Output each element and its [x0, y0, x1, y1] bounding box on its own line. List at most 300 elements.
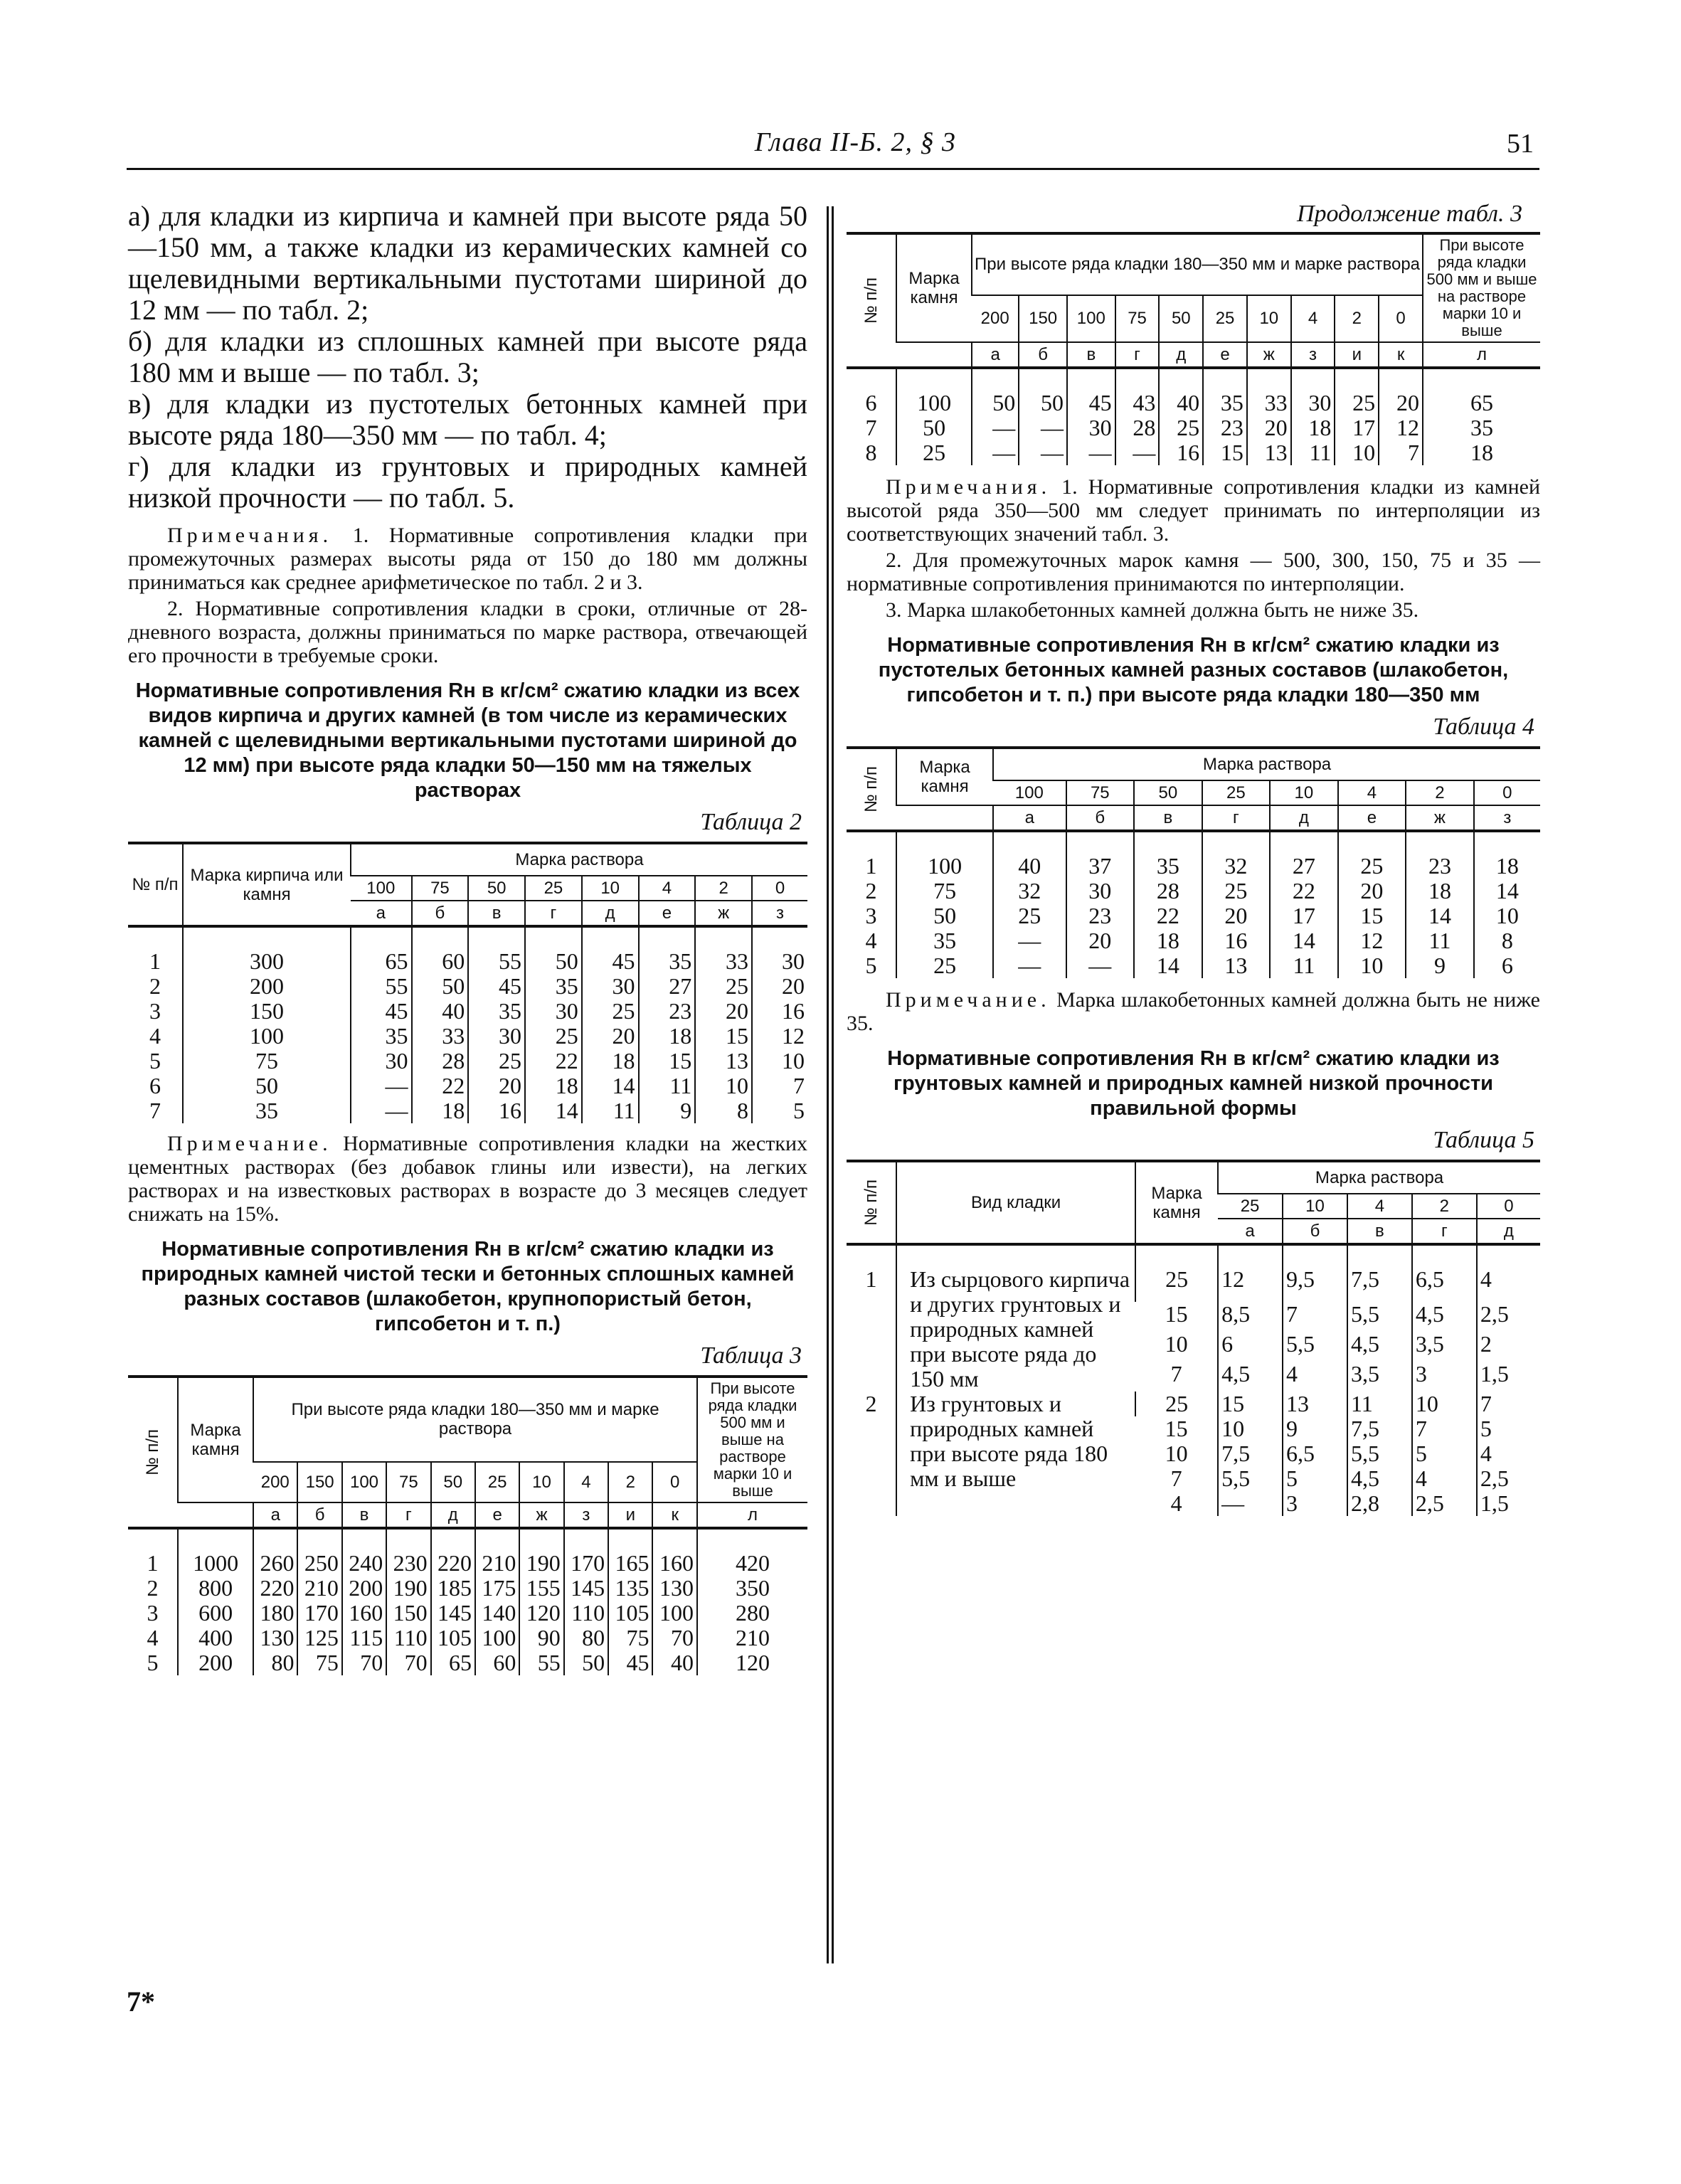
table-cell: 10 [695, 1074, 752, 1098]
col-header-number: № п/п [128, 843, 183, 926]
table-cell: 175 [475, 1576, 519, 1601]
table-cell: 33 [695, 926, 752, 974]
left-column [128, 201, 807, 1675]
table-row [128, 1601, 807, 1626]
mortar-grade-header: 25 [525, 876, 582, 901]
col-header-number: № п/п [847, 1161, 896, 1244]
table-cell: 200 [183, 974, 351, 999]
table-cell: 80 [564, 1626, 608, 1650]
table-cell: 25 [1335, 368, 1379, 415]
table-cell: 150 [386, 1601, 430, 1626]
table-cell: 16 [1159, 440, 1203, 465]
table-cell: 135 [608, 1576, 652, 1601]
table-cell: 20 [468, 1074, 525, 1098]
table-cell: 2,8 [1347, 1491, 1412, 1516]
table-cell: 30 [525, 999, 582, 1024]
table-cell: 7 [752, 1074, 807, 1098]
mortar-grade-header: 10 [582, 876, 639, 901]
table-cell: 100 [475, 1626, 519, 1650]
table-cell: 18 [1423, 440, 1540, 465]
table-cell: 20 [695, 999, 752, 1024]
table-cell: 200 [178, 1650, 253, 1675]
table-row [128, 999, 807, 1024]
table-5 [847, 1160, 1540, 1516]
row-number: 7 [149, 1098, 161, 1123]
table-cell: 12 [1338, 928, 1406, 953]
table-cell: 20 [1202, 903, 1271, 928]
item-d: г) для кладки из грунтовых и природных камней низкой прочности — по табл. 5. [128, 450, 807, 514]
row-number: 2 [865, 1391, 877, 1416]
table-cell: 20 [582, 1024, 639, 1049]
mortar-grade-header: 200 [972, 295, 1019, 342]
table-cell: 200 [342, 1576, 386, 1601]
col-header-number: № п/п [128, 1377, 178, 1528]
table-cell: 50 [183, 1074, 351, 1098]
table-cell: 4 [1477, 1244, 1540, 1302]
table-cell: 22 [1134, 903, 1202, 928]
table-cell: 105 [431, 1626, 475, 1650]
table-cell: 7,5 [1347, 1416, 1412, 1441]
col-header-number: № п/п [847, 748, 896, 831]
table-cell: 190 [519, 1528, 563, 1576]
chapter-reference: Глава II-Б. 2, § 3 [754, 127, 956, 157]
table-cell: 20 [1066, 928, 1135, 953]
table-cell: 30 [1067, 415, 1115, 440]
mortar-grade-header: 50 [1134, 780, 1202, 805]
table-cell: 25 [582, 999, 639, 1024]
table-cell: 10 [1218, 1416, 1283, 1441]
row-number: 1 [128, 1528, 178, 1576]
table-cell: 23 [1203, 415, 1247, 440]
table-cell: 2,5 [1477, 1466, 1540, 1491]
table-cell: 25 [1202, 879, 1271, 903]
mortar-grade-header: 0 [1477, 1194, 1540, 1219]
column-letter: е [1338, 805, 1406, 831]
table-cell: 90 [519, 1626, 563, 1650]
table-cell: 35 [183, 1098, 351, 1123]
table-cell: 100 [183, 1024, 351, 1049]
table-row [847, 1391, 1540, 1416]
table-cell: 35 [525, 974, 582, 999]
table-cell: 30 [582, 974, 639, 999]
mortar-grade-header: 75 [386, 1462, 430, 1502]
table-cell: 45 [582, 926, 639, 974]
table-cell: 14 [582, 1074, 639, 1098]
mortar-grade-header: 10 [1283, 1194, 1347, 1219]
col-header-stone-grade: Марка камня [896, 748, 993, 805]
table-cell: 12 [1218, 1244, 1283, 1302]
table-cell: 70 [342, 1650, 386, 1675]
mortar-grade-header: 0 [752, 876, 807, 901]
table-cell: — [1019, 415, 1067, 440]
table-cell: 3 [1283, 1491, 1347, 1516]
table-cell: 30 [351, 1049, 412, 1074]
table-2-label: Таблица 2 [700, 809, 802, 835]
column-letter: ж [1247, 342, 1291, 368]
row-number: 6 [847, 368, 896, 415]
table-cell: 50 [525, 926, 582, 974]
table-cell: 10 [1412, 1391, 1477, 1416]
table-row [128, 1074, 807, 1098]
column-letter: з [752, 901, 807, 926]
table-cell: 17 [1335, 415, 1379, 440]
table-cell: 50 [972, 368, 1019, 415]
table-cell: 20 [752, 974, 807, 999]
table-4-title: Нормативные сопротивления Rн в кг/см² сжатию кладки из пустотелых бетонных камней разных составов (шлакобетон, гипсобетон и т. п.) при высоте ряда кладки 180—350 мм [878, 634, 1509, 706]
table-cell: 50 [896, 415, 972, 440]
row-number: 7 [865, 415, 877, 440]
table-cell: 8 [1474, 928, 1540, 953]
table-cell: 7,5 [1347, 1244, 1412, 1302]
empty-letter-cell [896, 342, 972, 368]
table-cell: 55 [351, 974, 412, 999]
table-row [128, 1024, 807, 1049]
table-cell: 35 [1134, 831, 1202, 879]
row-number: 1 [847, 831, 896, 879]
table-row [847, 831, 1540, 879]
column-letter: з [1291, 342, 1335, 368]
table-cell: 25 [1159, 415, 1203, 440]
table-5-label: Таблица 5 [1433, 1127, 1534, 1153]
table-cell: 16 [468, 1098, 525, 1123]
table-4-label: Таблица 4 [1433, 714, 1534, 740]
table-cell: 2,5 [1412, 1491, 1477, 1516]
note-2: 2. Нормативные сопротивления кладки в сроки, отличные от 28-дневного возраста, должны приниматься по марке раствора, отвечающей его прочности в требуемые сроки. [128, 597, 807, 667]
col-header-row-height-group: При высоте ряда кладки 180—350 мм и марке раствора [253, 1377, 697, 1462]
table-cell: 20 [1379, 368, 1423, 415]
table-cell: 60 [412, 926, 469, 974]
table-cell: 20 [1338, 879, 1406, 903]
column-letter: г [1202, 805, 1271, 831]
table-3-continued-label: Продолжение табл. 3 [1296, 201, 1522, 227]
table-cell: 30 [752, 926, 807, 974]
table-3-label: Таблица 3 [700, 1342, 802, 1369]
table-cell: 5 [1412, 1441, 1477, 1466]
row-number: 8 [865, 440, 877, 465]
table-cell: 125 [297, 1626, 341, 1650]
table-cell: 70 [386, 1650, 430, 1675]
table-cell: 4,5 [1412, 1302, 1477, 1332]
stone-grade: 7 [1170, 1465, 1182, 1491]
table-cell: 4 [1477, 1441, 1540, 1466]
column-letter: а [1218, 1219, 1283, 1244]
row-number: 5 [149, 1048, 161, 1074]
table-cell: 75 [608, 1626, 652, 1650]
table-row [847, 928, 1540, 953]
column-letter: е [475, 1502, 519, 1528]
table-cell: 7 [1477, 1391, 1540, 1416]
stone-grade: 4 [1170, 1490, 1182, 1516]
table-cell: 20 [1247, 415, 1291, 440]
column-letter: л [697, 1502, 807, 1528]
table-cell: 13 [695, 1049, 752, 1074]
table-cell: 11 [639, 1074, 696, 1098]
mortar-grade-header: 2 [608, 1462, 652, 1502]
row-number: 4 [865, 928, 877, 953]
mortar-grade-header: 50 [431, 1462, 475, 1502]
table-row [847, 415, 1540, 440]
table-cell: 12 [1379, 415, 1423, 440]
table-cell: 5,5 [1347, 1302, 1412, 1332]
table-3-notes-label: Примечания. [886, 475, 1051, 499]
col-header-masonry-kind: Вид кладки [896, 1161, 1135, 1244]
right-column [847, 201, 1540, 1516]
table-cell: 8,5 [1218, 1302, 1283, 1332]
table-cell: 5,5 [1283, 1332, 1347, 1362]
table-cell: 350 [697, 1576, 807, 1601]
table-cell: 35 [639, 926, 696, 974]
column-letter: б [1283, 1219, 1347, 1244]
column-letter: ж [1406, 805, 1474, 831]
table-cell: 75 [183, 1049, 351, 1074]
stone-grade: 25 [1135, 1391, 1218, 1416]
table-row [128, 1098, 807, 1123]
table-cell: 35 [896, 928, 993, 953]
table-4-note-text: Марка шлакобетонных камней должна быть не ниже 35. [847, 988, 1541, 1035]
table-row [128, 926, 807, 974]
table-3 [128, 1375, 807, 1675]
page-number: 51 [1507, 129, 1534, 159]
table-row [128, 974, 807, 999]
row-number: 4 [149, 1023, 161, 1049]
table-cell: 145 [431, 1601, 475, 1626]
table-cell: 40 [652, 1650, 697, 1675]
table-cell: 65 [351, 926, 412, 974]
table-cell: 70 [652, 1626, 697, 1650]
table-3-notes [847, 475, 1540, 622]
masonry-kind: Из грунтовых и природных камней при высоте ряда 180 мм и выше [896, 1391, 1135, 1516]
table-cell: — [1067, 440, 1115, 465]
table-cell: 11 [582, 1098, 639, 1123]
table-cell: 10 [1338, 953, 1406, 978]
stone-grade: 10 [1165, 1330, 1188, 1357]
table-cell: 9 [639, 1098, 696, 1123]
column-letter: а [253, 1502, 297, 1528]
table-cell: 14 [1134, 953, 1202, 978]
stone-grade: 15 [1165, 1300, 1188, 1327]
mortar-grade-header: 4 [1338, 780, 1406, 805]
table-2-note [128, 1132, 807, 1226]
table-cell: 35 [1423, 415, 1540, 440]
table-cell: 15 [1218, 1391, 1283, 1416]
column-letter: б [412, 901, 469, 926]
table-cell: 210 [475, 1528, 519, 1576]
column-letter: д [1270, 805, 1338, 831]
table-cell: 9,5 [1283, 1244, 1347, 1302]
column-letter: г [1412, 1219, 1477, 1244]
table-row [128, 1650, 807, 1675]
row-number: 1 [128, 926, 183, 974]
table-cell: — [351, 1098, 412, 1123]
table-cell: 100 [896, 831, 993, 879]
table-cell: 12 [752, 1024, 807, 1049]
column-letter: в [342, 1502, 386, 1528]
notes-block [128, 524, 807, 667]
col-header-stone-grade: Марка камня [1135, 1161, 1218, 1244]
table-cell: 400 [178, 1626, 253, 1650]
table-cell: 14 [525, 1098, 582, 1123]
table-cell: 150 [183, 999, 351, 1024]
table-cell: 18 [525, 1074, 582, 1098]
table-2-title: Нормативные сопротивления Rн в кг/см² сжатию кладки из всех видов кирпича и других камней (в том числе из керамических камней с щелевидными вертикальными пустотами шириной до 12 мм) при высоте ряда кладки 50—150 мм на тяжелых растворах [135, 679, 800, 802]
column-letter: б [1019, 342, 1067, 368]
table-4-note-label: Примечание. [886, 988, 1051, 1012]
table-cell: 2 [1477, 1332, 1540, 1362]
table-cell: 15 [1338, 903, 1406, 928]
table-cell: 65 [1423, 368, 1540, 415]
row-number: 6 [149, 1073, 161, 1098]
table-cell: 9 [1283, 1416, 1347, 1441]
table-3-note-3: 3. Марка шлакобетонных камней должна быть не ниже 35. [886, 598, 1419, 622]
table-cell: 6,5 [1412, 1244, 1477, 1302]
table-cell: 18 [412, 1098, 469, 1123]
table-cell: 75 [896, 879, 993, 903]
table-cell: — [972, 415, 1019, 440]
table-cell: — [351, 1074, 412, 1098]
empty-letter-cell [896, 805, 993, 831]
table-cell: 65 [431, 1650, 475, 1675]
mortar-grade-header: 200 [253, 1462, 297, 1502]
mortar-grade-header: 2 [1406, 780, 1474, 805]
column-letter: ж [519, 1502, 563, 1528]
column-letter: а [993, 805, 1066, 831]
table-cell: 37 [1066, 831, 1135, 879]
column-letter: е [1203, 342, 1247, 368]
table-cell: 5,5 [1347, 1441, 1412, 1466]
table-cell: 10 [1474, 903, 1540, 928]
stone-grade: 15 [1165, 1416, 1188, 1441]
table-cell: 45 [1067, 368, 1115, 415]
table-2-note-text: Нормативные сопротивления кладки на жестких цементных растворах (без добавок глины или извести), на легких растворах и на известковых растворах в возрасте до 3 месяцев следует снижать на 15%. [128, 1132, 807, 1226]
table-cell: 800 [178, 1576, 253, 1601]
notes-label: Примечания. [167, 524, 333, 547]
row-number: 2 [865, 878, 877, 903]
table-cell: 300 [183, 926, 351, 974]
table-cell: 1,5 [1477, 1491, 1540, 1516]
col-header-mortar-grade: Марка раствора [351, 843, 807, 876]
table-cell: 5 [1283, 1466, 1347, 1491]
table-cell: 40 [1159, 368, 1203, 415]
column-letter: д [431, 1502, 475, 1528]
mortar-grade-header: 25 [1202, 780, 1271, 805]
table-cell: 210 [697, 1626, 807, 1650]
column-letter: д [582, 901, 639, 926]
table-cell: 25 [525, 1024, 582, 1049]
table-cell: 27 [639, 974, 696, 999]
mortar-grade-header: 2 [1412, 1194, 1477, 1219]
table-cell: 14 [1474, 879, 1540, 903]
table-cell: 10 [752, 1049, 807, 1074]
mortar-grade-header: 10 [519, 1462, 563, 1502]
table-cell: 180 [253, 1601, 297, 1626]
table-cell: 35 [351, 1024, 412, 1049]
row-number: 4 [147, 1625, 159, 1650]
row-number: 2 [147, 1575, 159, 1601]
table-cell: 1000 [178, 1528, 253, 1576]
table-cell: 40 [993, 831, 1066, 879]
col-header-stone-grade: Марка камня [896, 233, 972, 342]
table-cell: 50 [896, 903, 993, 928]
table-cell: — [1019, 440, 1067, 465]
table-row [128, 1576, 807, 1601]
table-cell: 43 [1115, 368, 1160, 415]
table-cell: 14 [1270, 928, 1338, 953]
table-cell: 15 [1203, 440, 1247, 465]
column-letter: и [1335, 342, 1379, 368]
table-cell: 105 [608, 1601, 652, 1626]
mortar-grade-header: 75 [1115, 295, 1160, 342]
column-letter: д [1159, 342, 1203, 368]
table-cell: 3 [1412, 1362, 1477, 1391]
mortar-grade-header: 100 [342, 1462, 386, 1502]
mortar-grade-header: 25 [1218, 1194, 1283, 1219]
table-cell: 120 [519, 1601, 563, 1626]
mortar-grade-header: 25 [475, 1462, 519, 1502]
column-letter: г [386, 1502, 430, 1528]
table-cell: 15 [639, 1049, 696, 1074]
stone-grade: 25 [1135, 1244, 1218, 1302]
table-cell: 6 [1474, 953, 1540, 978]
table-cell: 22 [525, 1049, 582, 1074]
table-cell: 240 [342, 1528, 386, 1576]
row-number: 1 [847, 1244, 896, 1391]
column-letter: к [652, 1502, 697, 1528]
table-cell: 250 [297, 1528, 341, 1576]
table-cell: 13 [1202, 953, 1271, 978]
table-cell: 170 [297, 1601, 341, 1626]
table-cell: 220 [431, 1528, 475, 1576]
table-cell: 14 [1406, 903, 1474, 928]
table-3-note-2: 2. Для промежуточных марок камня — 500, 300, 150, 75 и 35 — нормативные сопротивления принимаются по интерполяции. [847, 548, 1540, 595]
table-cell: 5,5 [1218, 1466, 1283, 1491]
table-cell: 100 [896, 368, 972, 415]
table-cell: 25 [896, 953, 993, 978]
table-cell: 13 [1283, 1391, 1347, 1416]
table-cell: 130 [253, 1626, 297, 1650]
mortar-grade-header: 0 [1379, 295, 1423, 342]
table-cell: 25 [468, 1049, 525, 1074]
table-4-note [847, 988, 1540, 1035]
table-cell: 45 [351, 999, 412, 1024]
item-c: в) для кладки из пустотелых бетонных камней при высоте ряда 180—350 мм — по табл. 4; [128, 388, 807, 451]
table-cell: 115 [342, 1626, 386, 1650]
running-header [127, 127, 1539, 170]
table-cell: 7 [1412, 1416, 1477, 1441]
table-cell: — [1115, 440, 1160, 465]
table-row [128, 1049, 807, 1074]
table-cell: 23 [1406, 831, 1474, 879]
table-cell: 25 [695, 974, 752, 999]
column-letter: е [639, 901, 696, 926]
table-cell: 260 [253, 1528, 297, 1576]
table-cell: 32 [993, 879, 1066, 903]
column-letter: з [564, 1502, 608, 1528]
mortar-grade-header: 100 [993, 780, 1066, 805]
table-row [847, 440, 1540, 465]
table-cell: 5 [752, 1098, 807, 1123]
table-cell: 30 [1066, 879, 1135, 903]
table-cell: 25 [993, 903, 1066, 928]
table-2-note-label: Примечание. [167, 1132, 332, 1155]
mortar-grade-header: 10 [1270, 780, 1338, 805]
table-cell: 10 [1335, 440, 1379, 465]
mortar-grade-header: 0 [1474, 780, 1540, 805]
table-cell: 130 [652, 1576, 697, 1601]
table-cell: 185 [431, 1576, 475, 1601]
table-cell: 600 [178, 1601, 253, 1626]
item-b: б) для кладки из сплошных камней при высоте ряда 180 мм и выше — по табл. 3; [128, 325, 807, 388]
table-row [847, 953, 1540, 978]
